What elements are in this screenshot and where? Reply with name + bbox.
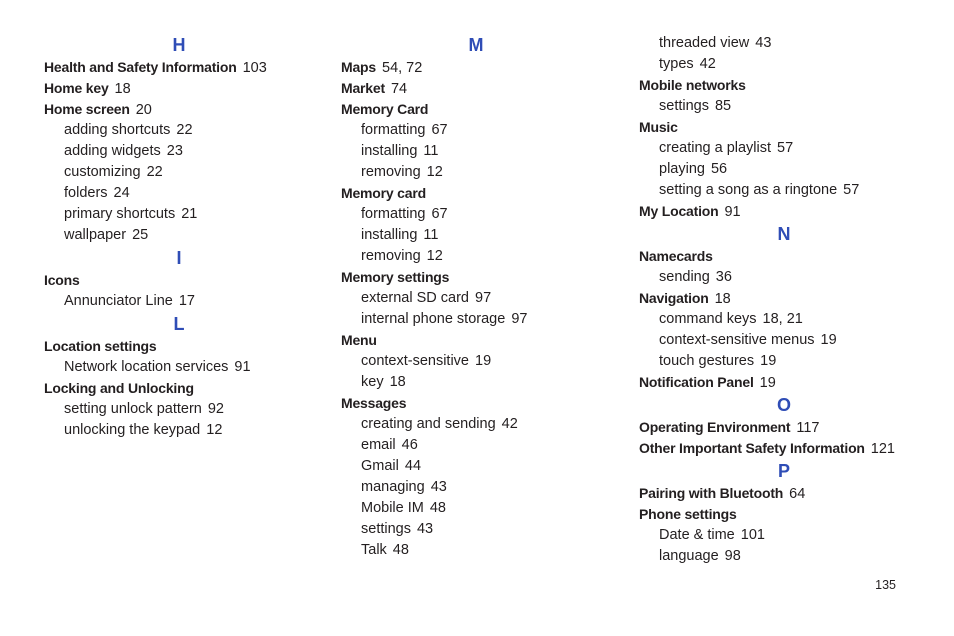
entry-term: adding widgets	[64, 143, 161, 159]
index-subentry	[341, 246, 611, 267]
index-subentry	[341, 309, 611, 330]
entry-term: sending	[659, 269, 710, 285]
entry-pages: 36	[715, 269, 732, 285]
index-subentry	[44, 399, 314, 420]
section-letter: M	[468, 35, 484, 55]
entry-term: Home screen	[44, 101, 130, 117]
entry-pages: 42	[501, 416, 518, 432]
entry-term: Annunciator Line	[64, 293, 173, 309]
entry-term: Menu	[341, 332, 377, 348]
entry-term: key	[361, 374, 384, 390]
entry-term: folders	[64, 185, 108, 201]
entry-pages: 91	[234, 359, 251, 375]
index-entry	[44, 336, 314, 357]
entry-pages: 18	[714, 291, 731, 307]
index-subentry	[44, 357, 314, 378]
index-entry	[341, 183, 611, 204]
entry-term: Gmail	[361, 458, 399, 474]
index-subentry	[341, 120, 611, 141]
entry-pages: 21	[181, 206, 198, 222]
entry-term: Notification Panel	[639, 374, 754, 390]
entry-pages: 54, 72	[382, 60, 423, 76]
index-subentry	[44, 204, 314, 225]
index-entry	[341, 267, 611, 288]
page-number: 135	[875, 578, 896, 592]
entry-pages: 67	[431, 206, 448, 222]
index-subentry	[44, 120, 314, 141]
entry-term: creating and sending	[361, 416, 496, 432]
index-entry	[639, 75, 929, 96]
entry-pages: 11	[423, 143, 439, 159]
index-entry	[639, 438, 929, 459]
entry-term: Market	[341, 80, 385, 96]
index-subentry	[639, 54, 929, 75]
entry-pages: 19	[759, 375, 776, 391]
entry-pages: 98	[724, 548, 741, 564]
index-entry	[44, 378, 314, 399]
section-letter: O	[776, 395, 791, 415]
index-subentry	[44, 225, 314, 246]
entry-pages: 91	[724, 204, 741, 220]
entry-pages: 97	[475, 290, 492, 306]
index-subentry	[639, 180, 929, 201]
entry-term: playing	[659, 161, 705, 177]
index-entry	[44, 57, 314, 78]
entry-pages: 25	[132, 227, 149, 243]
entry-pages: 42	[699, 56, 716, 72]
entry-term: creating a playlist	[659, 140, 772, 156]
entry-pages: 48	[392, 542, 409, 558]
entry-pages: 12	[426, 248, 443, 264]
entry-pages: 103	[242, 60, 267, 76]
entry-pages: 12	[426, 164, 443, 180]
index-entry	[639, 504, 929, 525]
index-subentry	[341, 162, 611, 183]
entry-term: touch gestures	[659, 353, 755, 369]
index-subentry	[639, 159, 929, 180]
entry-pages: 92	[207, 401, 224, 417]
entry-term: threaded view	[659, 35, 750, 51]
entry-pages: 18	[389, 374, 406, 390]
entry-term: Icons	[44, 272, 80, 288]
entry-pages: 67	[431, 122, 448, 138]
entry-pages: 22	[176, 122, 193, 138]
entry-pages: 18	[114, 81, 131, 97]
index-entry	[639, 372, 929, 393]
entry-pages: 56	[710, 161, 728, 177]
entry-term: settings	[361, 521, 411, 537]
entry-pages: 43	[755, 35, 772, 51]
entry-term: installing	[361, 227, 418, 243]
index-entry	[44, 270, 314, 291]
entry-pages: 48	[429, 500, 446, 516]
index-subentry	[341, 540, 611, 561]
entry-pages: 44	[404, 458, 422, 474]
index-subentry	[639, 309, 929, 330]
entry-term: types	[659, 56, 694, 72]
entry-term: removing	[361, 164, 421, 180]
entry-term: language	[659, 548, 719, 564]
entry-term: Phone settings	[639, 506, 737, 522]
index-subentry	[639, 33, 929, 54]
entry-term: adding shortcuts	[64, 122, 171, 138]
entry-term: Locking and Unlocking	[44, 380, 194, 396]
index-subentry	[44, 420, 314, 441]
index-subentry	[639, 351, 929, 372]
index-subentry	[341, 204, 611, 225]
index-subentry	[341, 498, 611, 519]
entry-term: Other Important Safety Information	[639, 440, 865, 456]
entry-term: Music	[639, 119, 678, 135]
index-subentry	[341, 414, 611, 435]
entry-term: removing	[361, 248, 421, 264]
index-subentry	[341, 435, 611, 456]
entry-term: settings	[659, 98, 709, 114]
entry-pages: 85	[714, 98, 732, 114]
index-subentry	[341, 477, 611, 498]
entry-term: Pairing with Bluetooth	[639, 485, 784, 501]
entry-term: Namecards	[639, 248, 713, 264]
entry-pages: 43	[416, 521, 434, 537]
entry-term: Mobile networks	[639, 77, 746, 93]
entry-pages: 57	[777, 140, 794, 156]
entry-term: Memory settings	[341, 269, 450, 285]
index-subentry	[639, 267, 929, 288]
entry-term: setting unlock pattern	[64, 401, 202, 417]
index-entry	[639, 117, 929, 138]
index-entry	[44, 78, 314, 99]
entry-term: customizing	[64, 164, 141, 180]
section-letter: L	[173, 314, 185, 334]
index-entry	[639, 201, 929, 222]
entry-pages: 17	[178, 293, 195, 309]
entry-term: primary shortcuts	[64, 206, 176, 222]
index-subentry	[341, 288, 611, 309]
entry-term: installing	[361, 143, 418, 159]
entry-pages: 24	[113, 185, 130, 201]
index-subentry	[639, 546, 929, 567]
entry-pages: 46	[401, 437, 418, 453]
entry-pages: 19	[820, 332, 837, 348]
entry-term: wallpaper	[64, 227, 127, 243]
index-entry	[639, 483, 929, 504]
entry-term: formatting	[361, 206, 426, 222]
entry-term: Network location services	[64, 359, 229, 375]
index-column-1	[44, 33, 314, 441]
index-subentry	[44, 183, 314, 204]
entry-pages: 19	[475, 353, 492, 369]
entry-term: external SD card	[361, 290, 469, 306]
index-subentry	[44, 141, 314, 162]
index-subentry	[341, 519, 611, 540]
entry-pages: 19	[760, 353, 777, 369]
entry-term: formatting	[361, 122, 426, 138]
index-subentry	[44, 291, 314, 312]
entry-term: command keys	[659, 311, 757, 327]
section-letter: P	[777, 461, 790, 481]
entry-pages: 12	[206, 422, 223, 438]
entry-term: Memory card	[341, 185, 426, 201]
index-entry	[341, 330, 611, 351]
entry-pages: 117	[796, 420, 820, 436]
entry-pages: 74	[390, 81, 408, 97]
entry-term: setting a song as a ringtone	[659, 182, 838, 198]
entry-pages: 64	[789, 486, 806, 502]
index-subentry	[639, 330, 929, 351]
index-column-2	[341, 33, 611, 561]
entry-term: unlocking the keypad	[64, 422, 201, 438]
index-subentry	[44, 162, 314, 183]
entry-pages: 22	[146, 164, 163, 180]
entry-term: context-sensitive	[361, 353, 469, 369]
index-entry	[639, 417, 929, 438]
entry-term: Memory Card	[341, 101, 429, 117]
index-subentry	[341, 456, 611, 477]
index-entry	[639, 246, 929, 267]
entry-pages: 20	[135, 102, 152, 118]
entry-term: Messages	[341, 395, 407, 411]
entry-term: internal phone storage	[361, 311, 506, 327]
entry-term: Operating Environment	[639, 419, 791, 435]
index-subentry	[341, 372, 611, 393]
entry-pages: 43	[430, 479, 447, 495]
entry-pages: 23	[166, 143, 183, 159]
entry-term: Home key	[44, 80, 109, 96]
entry-pages: 11	[423, 227, 439, 243]
index-entry	[341, 57, 611, 78]
index-entry	[341, 99, 611, 120]
entry-term: Mobile IM	[361, 500, 424, 516]
entry-term: managing	[361, 479, 425, 495]
index-column-3	[639, 33, 929, 567]
index-entry	[639, 288, 929, 309]
entry-term: Health and Safety Information	[44, 59, 237, 75]
entry-term: context-sensitive menus	[659, 332, 815, 348]
section-letter: H	[172, 35, 186, 55]
entry-term: Location settings	[44, 338, 157, 354]
index-entry	[341, 393, 611, 414]
index-subentry	[639, 138, 929, 159]
section-letter: N	[777, 224, 791, 244]
entry-term: Navigation	[639, 290, 709, 306]
index-subentry	[341, 225, 611, 246]
entry-pages: 101	[740, 527, 765, 543]
index-subentry	[639, 96, 929, 117]
entry-term: My Location	[639, 203, 719, 219]
entry-term: Maps	[341, 59, 376, 75]
index-entry	[341, 78, 611, 99]
index-entry	[44, 99, 314, 120]
entry-term: Talk	[361, 542, 387, 558]
index-subentry	[639, 525, 929, 546]
section-letter: I	[176, 248, 182, 268]
entry-term: email	[361, 437, 396, 453]
entry-term: Date & time	[659, 527, 735, 543]
entry-pages: 57	[843, 182, 860, 198]
entry-pages: 18, 21	[762, 311, 803, 327]
index-subentry	[341, 351, 611, 372]
entry-pages: 97	[511, 311, 528, 327]
entry-pages: 121	[870, 441, 895, 457]
index-subentry	[341, 141, 611, 162]
